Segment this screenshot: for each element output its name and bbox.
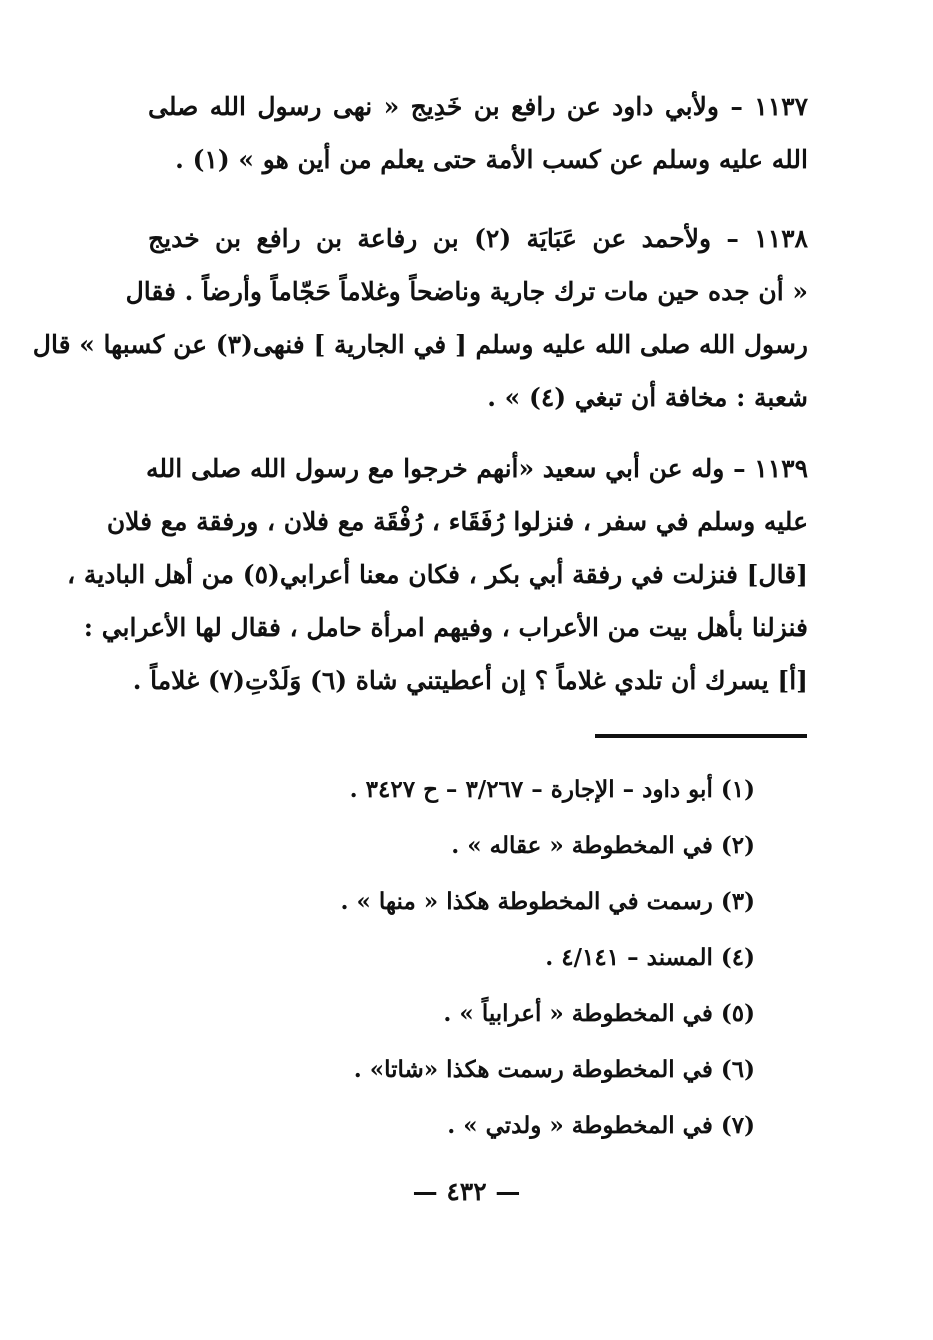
- paragraph-1139: [67, 442, 808, 707]
- paragraph-line: فنزلنا بأهل بيت من الأعراب ، وفيهم امرأة حامل ، فقال لها الأعرابي :: [83, 613, 808, 642]
- page-number: — ٤٣٢ —: [412, 1177, 521, 1206]
- paragraph-line: عليه وسلم في سفر ، فنزلوا رُفَقَاء ، رُفْقَة مع فلان ، ورفقة مع فلان: [106, 507, 808, 536]
- paragraph-1137: [148, 80, 808, 186]
- paragraph-line: ١١٣٧ – ولأبي داود عن رافع بن خَدِيج « نهى رسول الله صلى: [148, 92, 808, 121]
- paragraph-line: رسول الله صلى الله عليه وسلم [ في الجارية ] فنهى(٣) عن كسبها » قال: [32, 330, 808, 359]
- footnote-4: (٤) المسند – ٤/١٤١ .: [545, 944, 755, 971]
- footnote-3: (٣) رسمت في المخطوطة هكذا « منها » .: [340, 888, 755, 915]
- footnote-5: (٥) في المخطوطة « أعرابياً » .: [443, 1000, 755, 1027]
- paragraph-line: ١١٣٩ – وله عن أبي سعيد «أنهم خرجوا مع رسول الله صلى الله: [146, 454, 808, 483]
- footnote-divider: [595, 734, 807, 738]
- paragraph-line: ١١٣٨ – ولأحمد عن عَبَايَة (٢) بن رفاعة بن رافع بن خديج: [148, 224, 808, 253]
- footnote-1: (١) أبو داود – الإجارة – ٣/٢٦٧ – ح ٣٤٢٧ .: [349, 776, 755, 803]
- paragraph-line: « أن جده حين مات ترك جارية وناضحاً وغلاماً حَجّاماً وأرضاً . فقال: [125, 277, 808, 306]
- paragraph-line: الله عليه وسلم عن كسب الأمة حتى يعلم من أين هو » (١) .: [175, 145, 808, 174]
- footnote-6: (٦) في المخطوطة رسمت هكذا «شاتا» .: [353, 1056, 755, 1083]
- paragraph-line: [قال] فنزلت في رفقة أبي بكر ، فكان معنا أعرابي(٥) من أهل البادية ،: [67, 560, 808, 589]
- footnote-7: (٧) في المخطوطة « ولدتي » .: [447, 1112, 755, 1139]
- paragraph-line: شعبة : مخافة أن تبغي (٤) » .: [487, 383, 808, 412]
- paragraph-line: [أ] يسرك أن تلدي غلاماً ؟ إن أعطيتني شاة (٦) وَلَدْتِ(٧) غلاماً .: [132, 666, 808, 695]
- footnotes: [200, 762, 755, 1154]
- paragraph-1138: [32, 212, 808, 424]
- footnote-2: (٢) في المخطوطة « عقاله » .: [451, 832, 755, 859]
